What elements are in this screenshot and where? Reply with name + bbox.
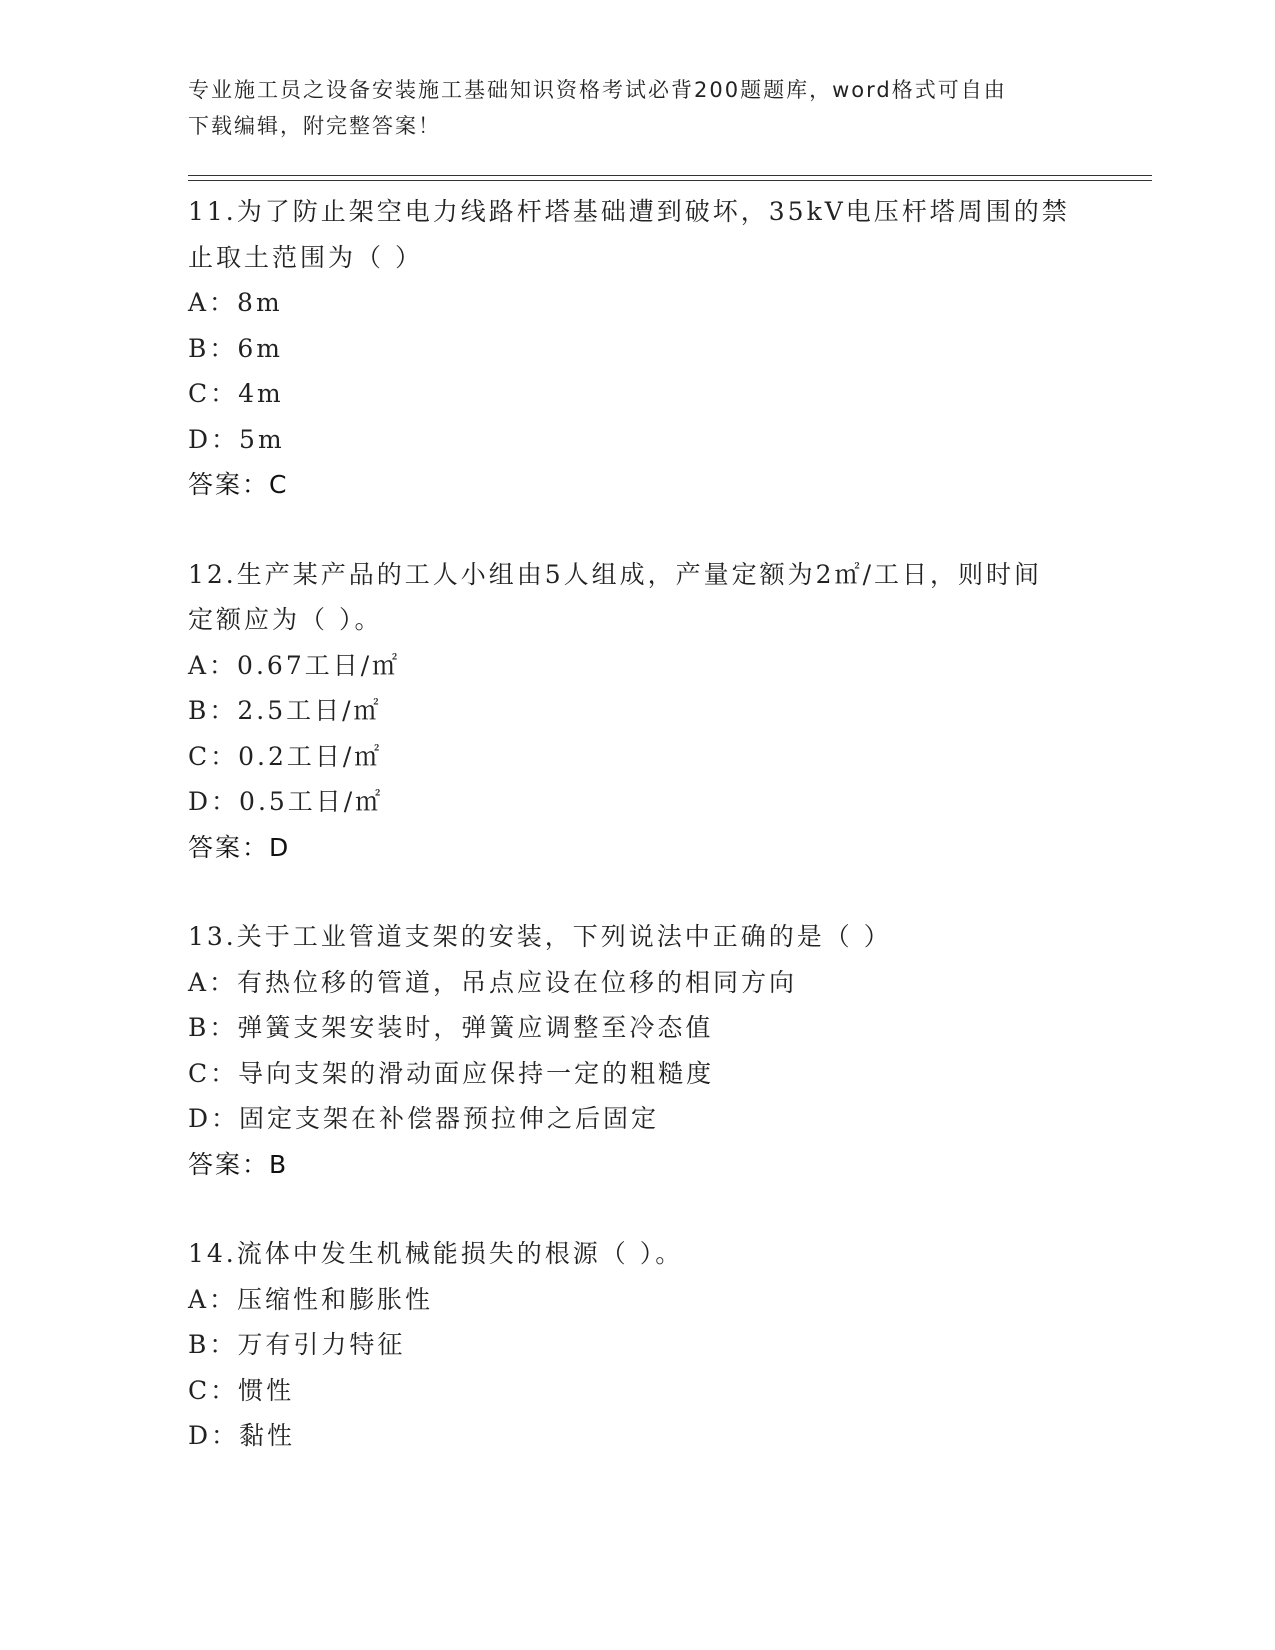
header-line-1: 专业施工员之设备安装施工基础知识资格考试必背200题题库，word格式可自由 bbox=[188, 78, 1007, 102]
option-b: B：6m bbox=[188, 333, 283, 363]
question-stem-continued: 定额应为（ ）。 bbox=[188, 605, 383, 634]
option-b: B：2.5工日/㎡ bbox=[188, 696, 382, 725]
question-12 bbox=[188, 552, 1088, 871]
option-d: D：0.5工日/㎡ bbox=[188, 787, 384, 816]
option-b: B：万有引力特征 bbox=[188, 1330, 406, 1359]
question-spacer bbox=[188, 1187, 1088, 1231]
question-stem: 13.关于工业管道支架的安装，下列说法中正确的是（ ） bbox=[188, 922, 892, 951]
option-c: C：惯性 bbox=[188, 1375, 295, 1405]
question-stem-continued: 止取土范围为（ ） bbox=[188, 242, 423, 272]
option-a: A：0.67工日/㎡ bbox=[188, 650, 401, 680]
answer-line: 答案：C bbox=[188, 470, 289, 499]
question-stem: 14.流体中发生机械能损失的根源（ ）。 bbox=[188, 1239, 684, 1268]
question-14 bbox=[188, 1231, 1088, 1459]
question-stem: 11.为了防止架空电力线路杆塔基础遭到破坏，35kV电压杆塔周围的禁 bbox=[188, 197, 1070, 226]
answer-line: 答案：B bbox=[188, 1149, 289, 1179]
option-a: A：压缩性和膨胀性 bbox=[188, 1284, 434, 1314]
header-divider-top bbox=[188, 175, 1152, 176]
option-d: D：黏性 bbox=[188, 1421, 296, 1450]
option-c: C：0.2工日/㎡ bbox=[188, 741, 383, 771]
question-stem: 12.生产某产品的工人小组由5人组成，产量定额为2㎡/工日，则时间 bbox=[188, 559, 1042, 589]
question-spacer bbox=[188, 870, 1088, 914]
option-a: A：8m bbox=[188, 288, 283, 317]
answer-line: 答案：D bbox=[188, 832, 291, 862]
question-11 bbox=[188, 189, 1088, 508]
option-c: C：4m bbox=[188, 379, 284, 408]
option-b: B：弹簧支架安装时，弹簧应调整至冷态值 bbox=[188, 1013, 714, 1042]
option-d: D：5m bbox=[188, 424, 285, 454]
question-13 bbox=[188, 914, 1088, 1187]
option-d: D：固定支架在补偿器预拉伸之后固定 bbox=[188, 1104, 660, 1133]
header-divider-bottom bbox=[188, 180, 1152, 181]
document-header bbox=[188, 72, 1088, 144]
question-spacer bbox=[188, 508, 1088, 552]
option-a: A：有热位移的管道，吊点应设在位移的相同方向 bbox=[188, 967, 798, 997]
option-c: C：导向支架的滑动面应保持一定的粗糙度 bbox=[188, 1058, 715, 1088]
question-list bbox=[188, 189, 1088, 1459]
header-line-2: 下载编辑，附完整答案！ bbox=[188, 114, 441, 138]
